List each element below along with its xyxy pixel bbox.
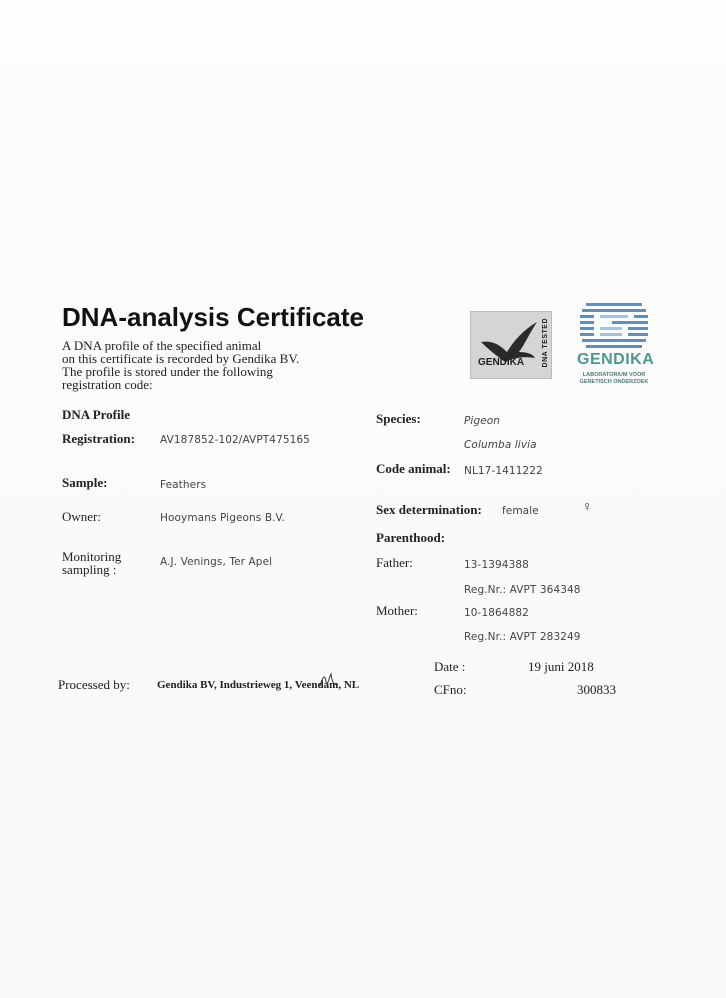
mother-value: 10-1864882 [464,607,529,619]
gendika-brand-name: GENDIKA [577,351,655,368]
monitoring-label [62,550,121,576]
species-latin-name: Columba livia [464,439,537,451]
date-value: 19 juni 2018 [528,659,594,674]
father-label: Father: [376,555,413,570]
registration-label: Registration: [62,431,135,446]
gendika-subtitle-line: GENETISCH ONDERZOEK [579,379,649,385]
female-symbol-icon: ♀ [582,500,593,515]
intro-paragraph [62,339,299,391]
father-value: 13-1394388 [464,559,529,571]
monitoring-value: A.J. Venings, Ter Apel [160,556,273,568]
processed-by-label: Processed by: [58,677,130,692]
stamp-side-text: DNA TESTED [542,318,549,368]
date-label: Date : [434,659,466,674]
parenthood-label: Parenthood: [376,530,446,545]
dna-profile-label: DNA Profile [62,407,130,422]
dna-tested-stamp-logo [470,311,552,379]
monitoring-label-line: Monitoring [62,549,122,564]
intro-line: on this certificate is recorded by Gendika BV. [62,351,300,366]
mother-label: Mother: [376,603,418,618]
cfno-label: CFno: [434,682,467,697]
gendika-logo [572,301,656,393]
owner-value: Hooymans Pigeons B.V. [160,512,285,524]
intro-line: A DNA profile of the specified animal [62,338,262,353]
sex-determination-label: Sex determination: [376,502,482,517]
sample-label: Sample: [62,475,108,490]
cfno-value: 300833 [577,682,616,697]
sex-determination-value: female [502,505,539,517]
sample-value: Feathers [160,479,207,491]
owner-label: Owner: [62,509,101,524]
pigeon-icon [471,312,551,378]
species-label: Species: [376,411,421,426]
signature-mark-icon [318,672,340,690]
stamp-brand-text: GENDIKA [478,357,525,368]
gendika-subtitle [576,372,652,386]
code-animal-value: NL17-1411222 [464,465,543,477]
intro-line: registration code: [62,377,153,392]
certificate-title: DNA-analysis Certificate [62,302,364,332]
mother-registration: Reg.Nr.: AVPT 283249 [464,631,581,643]
gendika-subtitle-line: LABORATORIUM VOOR [582,372,646,378]
code-animal-label: Code animal: [376,461,451,476]
father-registration: Reg.Nr.: AVPT 364348 [464,584,581,596]
processed-by-value: Gendika BV, Industrieweg 1, Veendam, NL [157,679,360,691]
intro-line: The profile is stored under the following [62,364,273,379]
species-value: Pigeon [464,415,501,427]
monitoring-label-line: sampling : [62,562,117,577]
registration-value: AV187852-102/AVPT475165 [160,434,310,446]
gendika-g-mark-icon [572,301,656,349]
